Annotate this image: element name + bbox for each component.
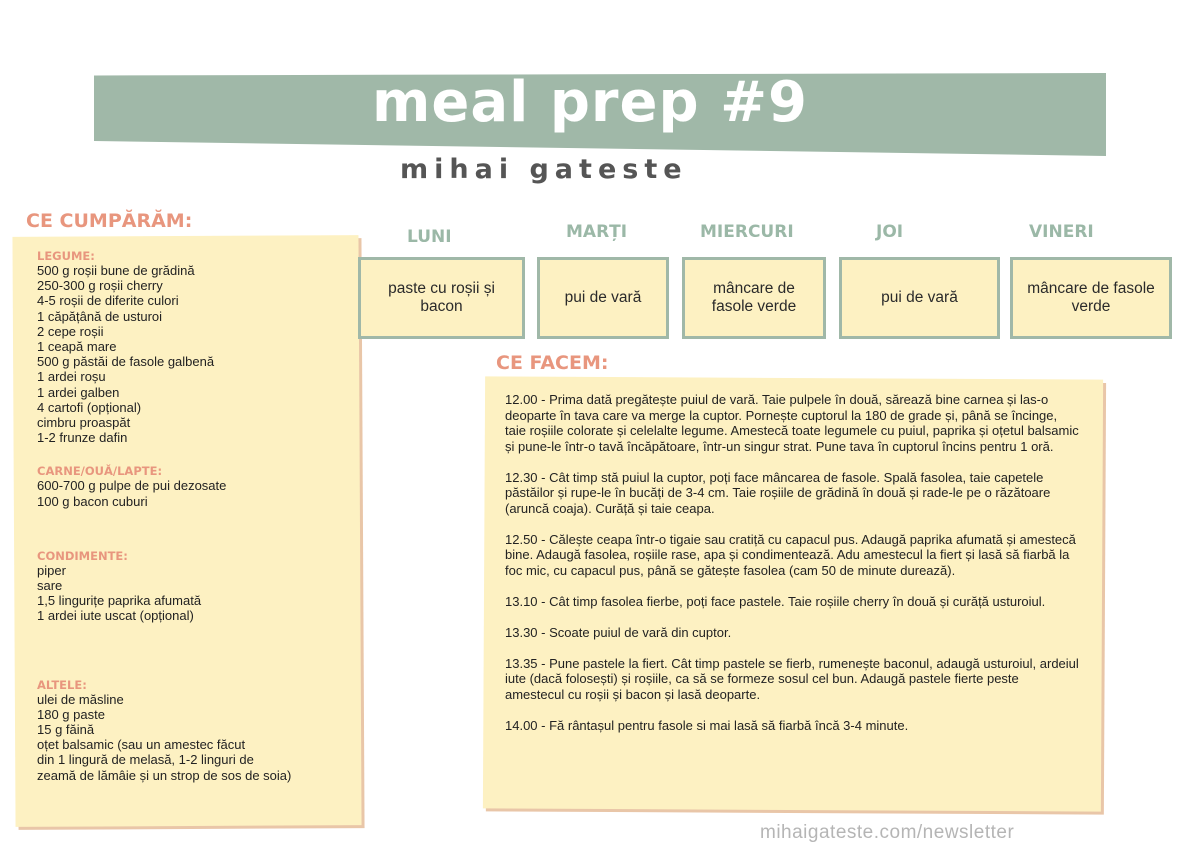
day-label-miercuri: MIERCURI: [700, 222, 794, 242]
cooking-step: 12.30 - Cât timp stă puiul la cuptor, poți face mâncarea de fasole. Spală fasolea, taie capetele păstăilor și rupe-le în bucăți de 3-4 cm. Taie roșiile de grădină în două și rade-le pe o răzătoare (aruncă coaja). Curăță și taie ceapa.: [505, 469, 1051, 516]
shopping-item: din 1 lingură de melasă, 1-2 linguri de: [37, 752, 254, 768]
shopping-category: [37, 678, 357, 783]
cooking-heading: CE FACEM:: [496, 352, 609, 374]
shopping-item: 4-5 roșii de diferite culori: [37, 293, 179, 309]
shopping-item: 1 ardei galben: [37, 384, 120, 400]
day-label-marti: MARȚI: [566, 222, 628, 242]
meal-box-marti: [537, 257, 669, 339]
meal-box-joi: [839, 257, 1000, 339]
page-subtitle: mihai gateste: [400, 154, 688, 185]
shopping-item: 100 g bacon cuburi: [37, 493, 148, 509]
shopping-item: oțet balsamic (sau un amestec făcut: [37, 737, 246, 753]
shopping-item: 500 g roșii bune de grădină: [37, 263, 195, 278]
shopping-item: 2 cepe roșii: [37, 323, 104, 339]
newsletter-link[interactable]: mihaigateste.com/newsletter: [760, 822, 1015, 843]
cooking-step: 13.35 - Pune pastele la fiert. Cât timp pastele se fierb, rumenește baconul, adaugă usturoiul, ardeiul iute (dacă folosești) și roșiile, ca să se formeze sosul cel bun. Adaugă pastele fierte peste amestecul cu roșii și bacon și lasă deoparte.: [505, 655, 1079, 702]
day-label-joi: JOI: [876, 222, 904, 242]
cooking-step: 14.00 - Fă rântașul pentru fasole si mai lasă să fiarbă încă 3-4 minute.: [505, 717, 909, 733]
meal-box-vineri: [1010, 257, 1172, 339]
meal-box-miercuri: [682, 257, 826, 339]
cooking-step: 12.50 - Călește ceapa într-o tigaie sau cratiță cu capacul pus. Adaugă paprika afumată și amestecă bine. Adaugă fasolea, roșiile rase, apa și condimentează. Adu amestecul la fiert și lasă să fiarbă la foc mic, cu capacul pus, până se gătește fasolea (cam 50 de minute durează).: [505, 531, 1076, 578]
day-label-luni: LUNI: [407, 227, 452, 247]
shopping-item: zeamă de lămâie și un strop de sos de soia): [37, 767, 292, 783]
meal-text: mâncare de fasole verde: [711, 280, 797, 315]
shopping-item: 1-2 frunze dafin: [37, 430, 128, 446]
shopping-category: [37, 549, 357, 624]
page-title: meal prep #9: [372, 70, 808, 135]
shopping-item: 1 ardei roșu: [37, 369, 106, 385]
shopping-item: 1 ardei iute uscat (opțional): [37, 608, 194, 624]
category-label: CONDIMENTE:: [37, 548, 128, 563]
cooking-step: 13.10 - Cât timp fasolea fierbe, poți face pastele. Taie roșiile cherry în două și curăță usturoiul.: [505, 593, 1046, 609]
category-label: LEGUME:: [37, 249, 95, 263]
cooking-steps: [505, 392, 1080, 749]
cooking-step: 12.00 - Prima dată pregătește puiul de vară. Taie pulpele în două, sărează bine carnea și las-o deoparte în tava care va merge la cuptor. Pornește cuptorul la 180 de grade și, până se încinge, taie roșiile colorate și celelalte legume. Amestecă toate legumele cu puiul, paprika și oțetul balsamic și pune-le într-o tavă încăpătoare, într-un singur strat. Pune tava în cuptorul încins pentru 1 oră.: [505, 392, 1079, 454]
shopping-item: ulei de măsline: [37, 691, 124, 707]
shopping-item: piper: [37, 562, 66, 578]
meal-text: pui de vară: [564, 289, 642, 306]
meal-text: pui de vară: [881, 289, 958, 306]
shopping-category: [37, 464, 357, 508]
meal-text: mâncare de fasole verde: [1027, 280, 1155, 315]
meal-box-luni: [358, 257, 525, 339]
shopping-item: 500 g păstăi de fasole galbenă: [37, 354, 215, 370]
shopping-item: 1,5 lingurițe paprika afumată: [37, 593, 202, 609]
shopping-heading: CE CUMPĂRĂM:: [26, 210, 193, 232]
shopping-item: sare: [37, 578, 63, 594]
shopping-item: 1 căpățână de usturoi: [37, 308, 163, 324]
shopping-category: [37, 249, 357, 445]
shopping-item: 180 g paste: [37, 706, 105, 722]
category-label: ALTELE:: [37, 677, 87, 692]
shopping-list: [37, 249, 357, 802]
cooking-step: 13.30 - Scoate puiul de vară din cuptor.: [505, 624, 732, 640]
category-label: CARNE/OUĂ/LAPTE:: [37, 464, 163, 479]
shopping-item: 4 cartofi (opțional): [37, 399, 142, 415]
shopping-item: 1 ceapă mare: [37, 339, 117, 355]
shopping-item: cimbru proaspăt: [37, 415, 131, 431]
shopping-item: 15 g făină: [37, 722, 95, 738]
day-label-vineri: VINERI: [1029, 222, 1094, 242]
shopping-item: 600-700 g pulpe de pui dezosate: [37, 478, 227, 494]
shopping-item: 250-300 g roșii cherry: [37, 278, 163, 294]
meal-text: paste cu roșii și bacon: [388, 280, 495, 315]
